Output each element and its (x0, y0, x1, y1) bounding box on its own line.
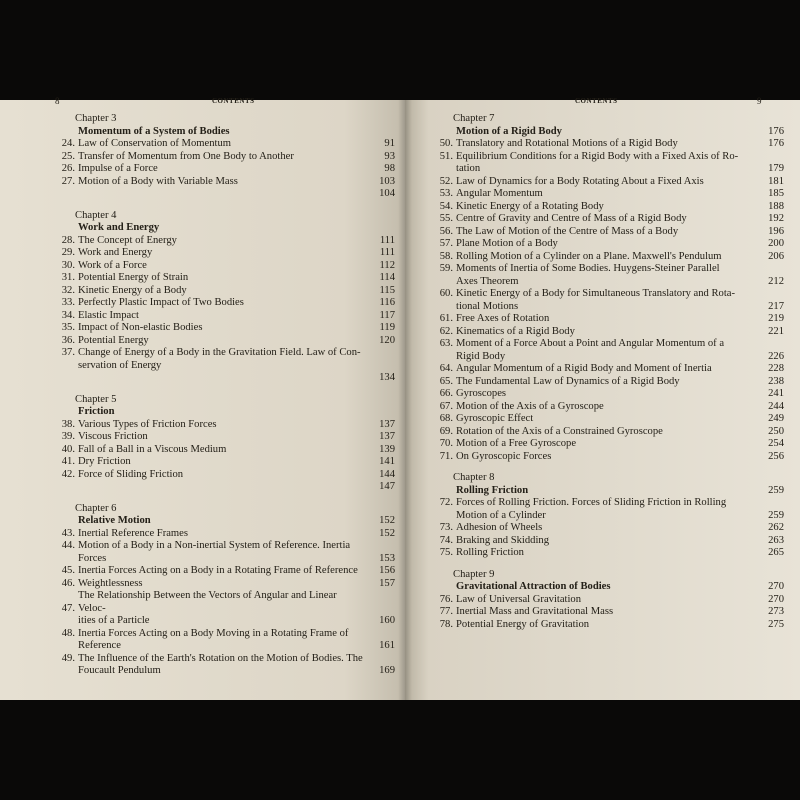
section-page-number: 114 (379, 272, 395, 283)
section-title: The Concept of Energy (78, 234, 177, 246)
chapter-title: Gravitational Attraction of Bodies (456, 581, 611, 592)
section-title: Inertia Forces Acting on a Body Moving in a Rotating Frame of (78, 627, 349, 639)
chapter-heading (51, 113, 395, 138)
right-page-number: 9 (757, 96, 762, 106)
chapter-page-number: 152 (379, 515, 395, 526)
section-page-number: 141 (379, 456, 395, 467)
chapter-title-row (51, 222, 395, 235)
toc-entry (51, 578, 395, 591)
section-number: 43. (61, 527, 75, 539)
section-page-number: 275 (768, 618, 784, 630)
toc-entry (429, 313, 784, 326)
section-title: Work and Energy (78, 247, 153, 258)
section-title: The Fundamental Law of Dynamics of a Rigid Body (456, 375, 680, 387)
section-page-number: 160 (379, 615, 395, 626)
section-number: 32. (61, 284, 75, 296)
section-number: 75. (439, 547, 453, 558)
section-page-number: 192 (768, 213, 784, 224)
section-title: Motion of a Free Gyroscope (456, 438, 577, 449)
chapter-title-row (429, 126, 784, 139)
toc-entry (51, 640, 395, 653)
section-number: 29. (61, 247, 75, 258)
section-page-number: 179 (768, 163, 784, 174)
toc-entry (51, 590, 395, 615)
section-title: Inertial Reference Frames (78, 527, 188, 539)
toc-entry (429, 535, 784, 548)
section-title: Forces of Rolling Friction. Forces of Sliding Friction in Rolling (456, 497, 727, 508)
section-title: The Relationship Between the Vectors of Angular and Linear Veloc- (78, 590, 337, 614)
section-number: 53. (439, 188, 453, 199)
toc-entry (51, 176, 395, 189)
chapter-heading (51, 210, 395, 235)
section-number: 65. (439, 375, 453, 387)
section-title: ities of a Particle (78, 615, 150, 626)
section-title: Law of Universal Gravitation (456, 593, 582, 605)
section-title: Impact of Non-elastic Bodies (78, 322, 203, 333)
section-number: 57. (439, 238, 453, 249)
left-page-number: 8 (55, 96, 60, 106)
section-page-number: 254 (768, 438, 784, 449)
section-title: Rolling Motion of a Cylinder on a Plane. Maxwell's Pendulum (456, 250, 722, 262)
section-title: Elastic Impact (78, 309, 139, 321)
right-toc (429, 113, 784, 631)
section-number: 74. (439, 534, 453, 546)
toc-entry (429, 288, 784, 301)
section-number: 37. (61, 347, 75, 358)
section-title: Centre of Gravity and Centre of Mass of a Rigid Body (456, 213, 687, 224)
section-title: On Gyroscopic Forces (456, 450, 552, 462)
section-number: 36. (61, 334, 75, 346)
toc-entry (429, 138, 784, 151)
section-page-number: 238 (768, 375, 784, 387)
section-title: Law of Dynamics for a Body Rotating About a Fixed Axis (456, 175, 704, 187)
toc-entry (429, 438, 784, 451)
section-title: Potential Energy of Strain (78, 272, 189, 283)
section-title: Kinematics of a Rigid Body (456, 325, 575, 337)
toc-entry (429, 363, 784, 376)
section-number: 59. (439, 263, 453, 274)
section-number: 47. (61, 602, 75, 614)
section-number: 55. (439, 213, 453, 224)
toc-entry (51, 360, 395, 373)
section-page-number: 206 (768, 250, 784, 262)
section-number: 58. (439, 250, 453, 262)
toc-entry (51, 444, 395, 457)
chapter-label: Chapter 4 (75, 209, 117, 221)
section-number: 63. (439, 338, 453, 349)
section-page-number: 176 (768, 138, 784, 149)
section-number: 30. (61, 259, 75, 271)
section-page-number: 273 (768, 606, 784, 617)
section-number: 27. (61, 175, 75, 187)
section-number: 25. (61, 150, 75, 162)
toc-entry (51, 628, 395, 641)
toc-entry (429, 163, 784, 176)
toc-entry (51, 553, 395, 566)
section-title: Kinetic Energy of a Rotating Body (456, 200, 604, 212)
section-page-number: 161 (379, 640, 395, 651)
section-number: 61. (439, 313, 453, 324)
section-title: Impulse of a Force (78, 163, 158, 174)
left-page-header: CONTENTS (212, 97, 255, 105)
section-page-number: 117 (379, 309, 395, 321)
chapter-title-row (51, 406, 395, 419)
toc-entry (51, 615, 395, 628)
section-title: Angular Momentum (456, 188, 543, 199)
section-page-number: 200 (768, 238, 784, 249)
section-page-number: 152 (379, 527, 395, 539)
toc-entry (51, 540, 395, 553)
toc-entry (51, 565, 395, 578)
section-number: 46. (61, 577, 75, 589)
section-page-number: 265 (768, 547, 784, 558)
chapter-label: Chapter 8 (453, 472, 495, 483)
toc-entry (429, 522, 784, 535)
toc-entry (51, 665, 395, 678)
toc-entry (51, 272, 395, 285)
toc-entry (51, 297, 395, 310)
toc-entry (51, 456, 395, 469)
toc-entry (429, 226, 784, 239)
section-page-number: 111 (379, 247, 395, 258)
chapter-title-row (429, 485, 784, 498)
section-number: 56. (439, 225, 453, 237)
section-title: Inertia Forces Acting on a Body in a Rotating Frame of Reference (78, 565, 358, 576)
left-page (0, 96, 405, 700)
chapter-title: Friction (78, 406, 115, 417)
chapter-page-number: 259 (768, 484, 784, 496)
section-title: Rolling Friction (456, 547, 524, 558)
section-number: 62. (439, 325, 453, 337)
section-number: 44. (61, 540, 75, 551)
section-title: Adhesion of Wheels (456, 522, 543, 533)
toc-entry (51, 372, 395, 385)
section-page-number: 144 (379, 468, 395, 480)
section-number: 73. (439, 522, 453, 533)
toc-entry (51, 260, 395, 273)
section-number: 34. (61, 309, 75, 321)
chapter-label: Chapter 6 (75, 502, 117, 514)
section-number: 67. (439, 400, 453, 412)
toc-entry (429, 301, 784, 314)
section-number: 38. (61, 418, 75, 430)
toc-entry (51, 138, 395, 151)
section-page-number: 139 (379, 443, 395, 455)
toc-entry (51, 528, 395, 541)
section-title: Gyroscopic Effect (456, 413, 534, 424)
section-page-number: 181 (768, 175, 784, 187)
toc-entry (51, 469, 395, 482)
section-page-number: 103 (379, 175, 395, 187)
section-number: 45. (61, 565, 75, 576)
chapter-title: Rolling Friction (456, 484, 529, 496)
section-page-number: 228 (768, 363, 784, 374)
section-number: 33. (61, 297, 75, 308)
section-title: Various Types of Friction Forces (78, 418, 217, 430)
section-number: 78. (439, 618, 453, 630)
section-title: Potential Energy of Gravitation (456, 618, 590, 630)
section-title: Motion of a Body with Variable Mass (78, 175, 238, 187)
toc-entry (429, 510, 784, 523)
section-title: Equilibrium Conditions for a Rigid Body with a Fixed Axis of Ro- (456, 150, 739, 162)
section-title: Reference (78, 640, 121, 651)
section-number: 54. (439, 200, 453, 212)
section-title: Forces (78, 552, 107, 564)
section-page-number: 250 (768, 425, 784, 437)
section-number: 50. (439, 138, 453, 149)
toc-entry (429, 263, 784, 276)
section-page-number: 226 (768, 350, 784, 362)
section-page-number: 111 (379, 234, 395, 246)
section-page-number: 196 (768, 225, 784, 237)
section-number: 48. (61, 627, 75, 639)
section-title: Motion of the Axis of a Gyroscope (456, 400, 604, 412)
chapter-label: Chapter 5 (75, 393, 117, 405)
section-page-number: 244 (768, 400, 784, 412)
section-number: 76. (439, 593, 453, 605)
chapter-label: Chapter 3 (75, 113, 117, 124)
section-page-number: 241 (768, 388, 784, 399)
chapter-title: Momentum of a System of Bodies (78, 125, 230, 137)
chapter-heading (51, 394, 395, 419)
section-page-number: 262 (768, 522, 784, 533)
toc-entry (429, 251, 784, 264)
toc-entry (429, 547, 784, 560)
section-page-number: 263 (768, 534, 784, 546)
section-number: 71. (439, 450, 453, 462)
section-number: 64. (439, 363, 453, 374)
section-title: Motion of a Cylinder (456, 509, 546, 521)
section-number: 51. (439, 150, 453, 162)
section-number: 40. (61, 443, 75, 455)
section-title: Rotation of the Axis of a Constrained Gyroscope (456, 425, 663, 437)
section-title: Motion of a Body in a Non-inertial System of Reference. Inertia (78, 540, 351, 551)
toc-entry (51, 419, 395, 432)
section-title: Inertial Mass and Gravitational Mass (456, 606, 614, 617)
section-page-number: 156 (379, 565, 395, 576)
chapter-title: Work and Energy (78, 222, 160, 233)
toc-entry (429, 238, 784, 251)
section-number: 69. (439, 425, 453, 437)
toc-entry (51, 247, 395, 260)
chapter-title: Relative Motion (78, 515, 151, 526)
right-page (405, 96, 800, 700)
toc-entry (429, 376, 784, 389)
section-page-number: 270 (768, 593, 784, 605)
chapter-title-row (51, 126, 395, 139)
toc-entry (51, 335, 395, 348)
toc-entry (429, 426, 784, 439)
left-toc (51, 113, 395, 678)
section-title: Rigid Body (456, 350, 506, 362)
section-number: 24. (61, 138, 75, 149)
section-page-number: 120 (379, 334, 395, 346)
section-title: Gyroscopes (456, 388, 507, 399)
section-page-number: 249 (768, 413, 784, 424)
chapter-title-row (429, 581, 784, 594)
toc-entry (429, 413, 784, 426)
section-page-number: 169 (379, 665, 395, 676)
section-title: Dry Friction (78, 456, 131, 467)
toc-entry (51, 322, 395, 335)
section-page-number: 116 (379, 297, 395, 308)
section-number: 28. (61, 234, 75, 246)
section-number: 60. (439, 288, 453, 299)
section-title: Kinetic Energy of a Body (78, 284, 187, 296)
section-title: Law of Conservation of Momentum (78, 138, 231, 149)
section-page-number: 137 (379, 431, 395, 442)
toc-entry (429, 338, 784, 351)
section-number: 52. (439, 175, 453, 187)
section-page-number: 98 (384, 163, 395, 174)
section-title: Free Axes of Rotation (456, 313, 550, 324)
section-title: Axes Theorem (456, 275, 519, 287)
chapter-heading (429, 472, 784, 497)
toc-entry (51, 431, 395, 444)
toc-entry (429, 188, 784, 201)
section-page-number: 153 (379, 552, 395, 564)
section-number: 68. (439, 413, 453, 424)
section-number: 41. (61, 456, 75, 467)
toc-entry (51, 188, 395, 201)
section-number: 35. (61, 322, 75, 333)
section-page-number: 256 (768, 450, 784, 462)
section-title: Braking and Skidding (456, 534, 549, 546)
section-page-number: 212 (768, 275, 784, 287)
toc-entry (429, 176, 784, 189)
section-title: Viscous Friction (78, 431, 148, 442)
toc-entry (429, 388, 784, 401)
chapter-page-number: 176 (768, 125, 784, 137)
section-number: 70. (439, 438, 453, 449)
section-title: Force of Sliding Friction (78, 468, 184, 480)
section-title: Moment of a Force About a Point and Angular Momentum of a (456, 338, 725, 349)
toc-entry (51, 151, 395, 164)
section-title: servation of Energy (78, 359, 162, 371)
section-title: tional Motions (456, 300, 519, 312)
toc-entry (429, 213, 784, 226)
section-number: 66. (439, 388, 453, 399)
chapter-heading (51, 503, 395, 528)
toc-entry (429, 351, 784, 364)
section-number: 77. (439, 606, 453, 617)
section-number: 26. (61, 163, 75, 174)
toc-entry (51, 235, 395, 248)
section-number: 72. (439, 497, 453, 508)
section-number: 39. (61, 431, 75, 442)
section-page-number: 115 (379, 284, 395, 296)
section-page-number: 188 (768, 200, 784, 212)
section-page-number: 147 (379, 481, 395, 492)
toc-entry (429, 201, 784, 214)
chapter-heading (429, 113, 784, 138)
chapter-title: Motion of a Rigid Body (456, 125, 562, 137)
toc-entry (51, 481, 395, 494)
chapter-label: Chapter 7 (453, 113, 495, 124)
section-title: Work of a Force (78, 259, 147, 271)
toc-entry (429, 606, 784, 619)
section-number: 42. (61, 468, 75, 480)
right-page-header: CONTENTS (575, 97, 618, 105)
toc-entry (51, 347, 395, 360)
chapter-page-number: 270 (768, 581, 784, 592)
toc-entry (51, 163, 395, 176)
section-title: The Law of Motion of the Centre of Mass of a Body (456, 225, 679, 237)
toc-entry (429, 594, 784, 607)
section-page-number: 91 (384, 138, 395, 149)
section-page-number: 137 (379, 418, 395, 430)
toc-entry (51, 285, 395, 298)
toc-entry (429, 451, 784, 464)
chapter-label: Chapter 9 (453, 568, 495, 580)
section-title: Weightlessness (78, 577, 143, 589)
section-title: Angular Momentum of a Rigid Body and Moment of Inertia (456, 363, 712, 374)
section-page-number: 217 (768, 300, 784, 312)
section-title: Foucault Pendulum (78, 665, 161, 676)
section-title: Plane Motion of a Body (456, 238, 558, 249)
section-page-number: 119 (379, 322, 395, 333)
section-page-number: 93 (384, 150, 395, 162)
book-gutter-shadow (398, 100, 412, 700)
section-page-number: 157 (379, 577, 395, 589)
section-page-number: 221 (768, 325, 784, 337)
section-page-number: 104 (379, 188, 395, 199)
section-title: Transfer of Momentum from One Body to Another (78, 150, 294, 162)
toc-entry (429, 151, 784, 164)
section-title: Kinetic Energy of a Body for Simultaneous Translatory and Rota- (456, 288, 736, 299)
section-title: Potential Energy (78, 334, 149, 346)
section-title: Translatory and Rotational Motions of a Rigid Body (456, 138, 678, 149)
toc-entry (429, 401, 784, 414)
toc-entry (51, 653, 395, 666)
chapter-heading (429, 569, 784, 594)
section-title: Change of Energy of a Body in the Gravitation Field. Law of Con- (78, 347, 361, 358)
toc-entry (429, 497, 784, 510)
chapter-title-row (51, 515, 395, 528)
section-page-number: 134 (379, 372, 395, 383)
toc-entry (51, 310, 395, 323)
toc-entry (429, 276, 784, 289)
section-title: The Influence of the Earth's Rotation on the Motion of Bodies. The (78, 652, 363, 664)
section-page-number: 112 (379, 259, 395, 271)
section-page-number: 185 (768, 188, 784, 199)
section-page-number: 259 (768, 509, 784, 521)
section-title: Moments of Inertia of Some Bodies. Huygens-Steiner Parallel (456, 263, 720, 274)
toc-entry (429, 619, 784, 632)
section-page-number: 219 (768, 313, 784, 324)
section-title: Perfectly Plastic Impact of Two Bodies (78, 297, 244, 308)
section-number: 49. (61, 652, 75, 664)
section-title: Fall of a Ball in a Viscous Medium (78, 443, 227, 455)
section-number: 31. (61, 272, 75, 283)
toc-entry (429, 326, 784, 339)
section-title: tation (456, 163, 481, 174)
